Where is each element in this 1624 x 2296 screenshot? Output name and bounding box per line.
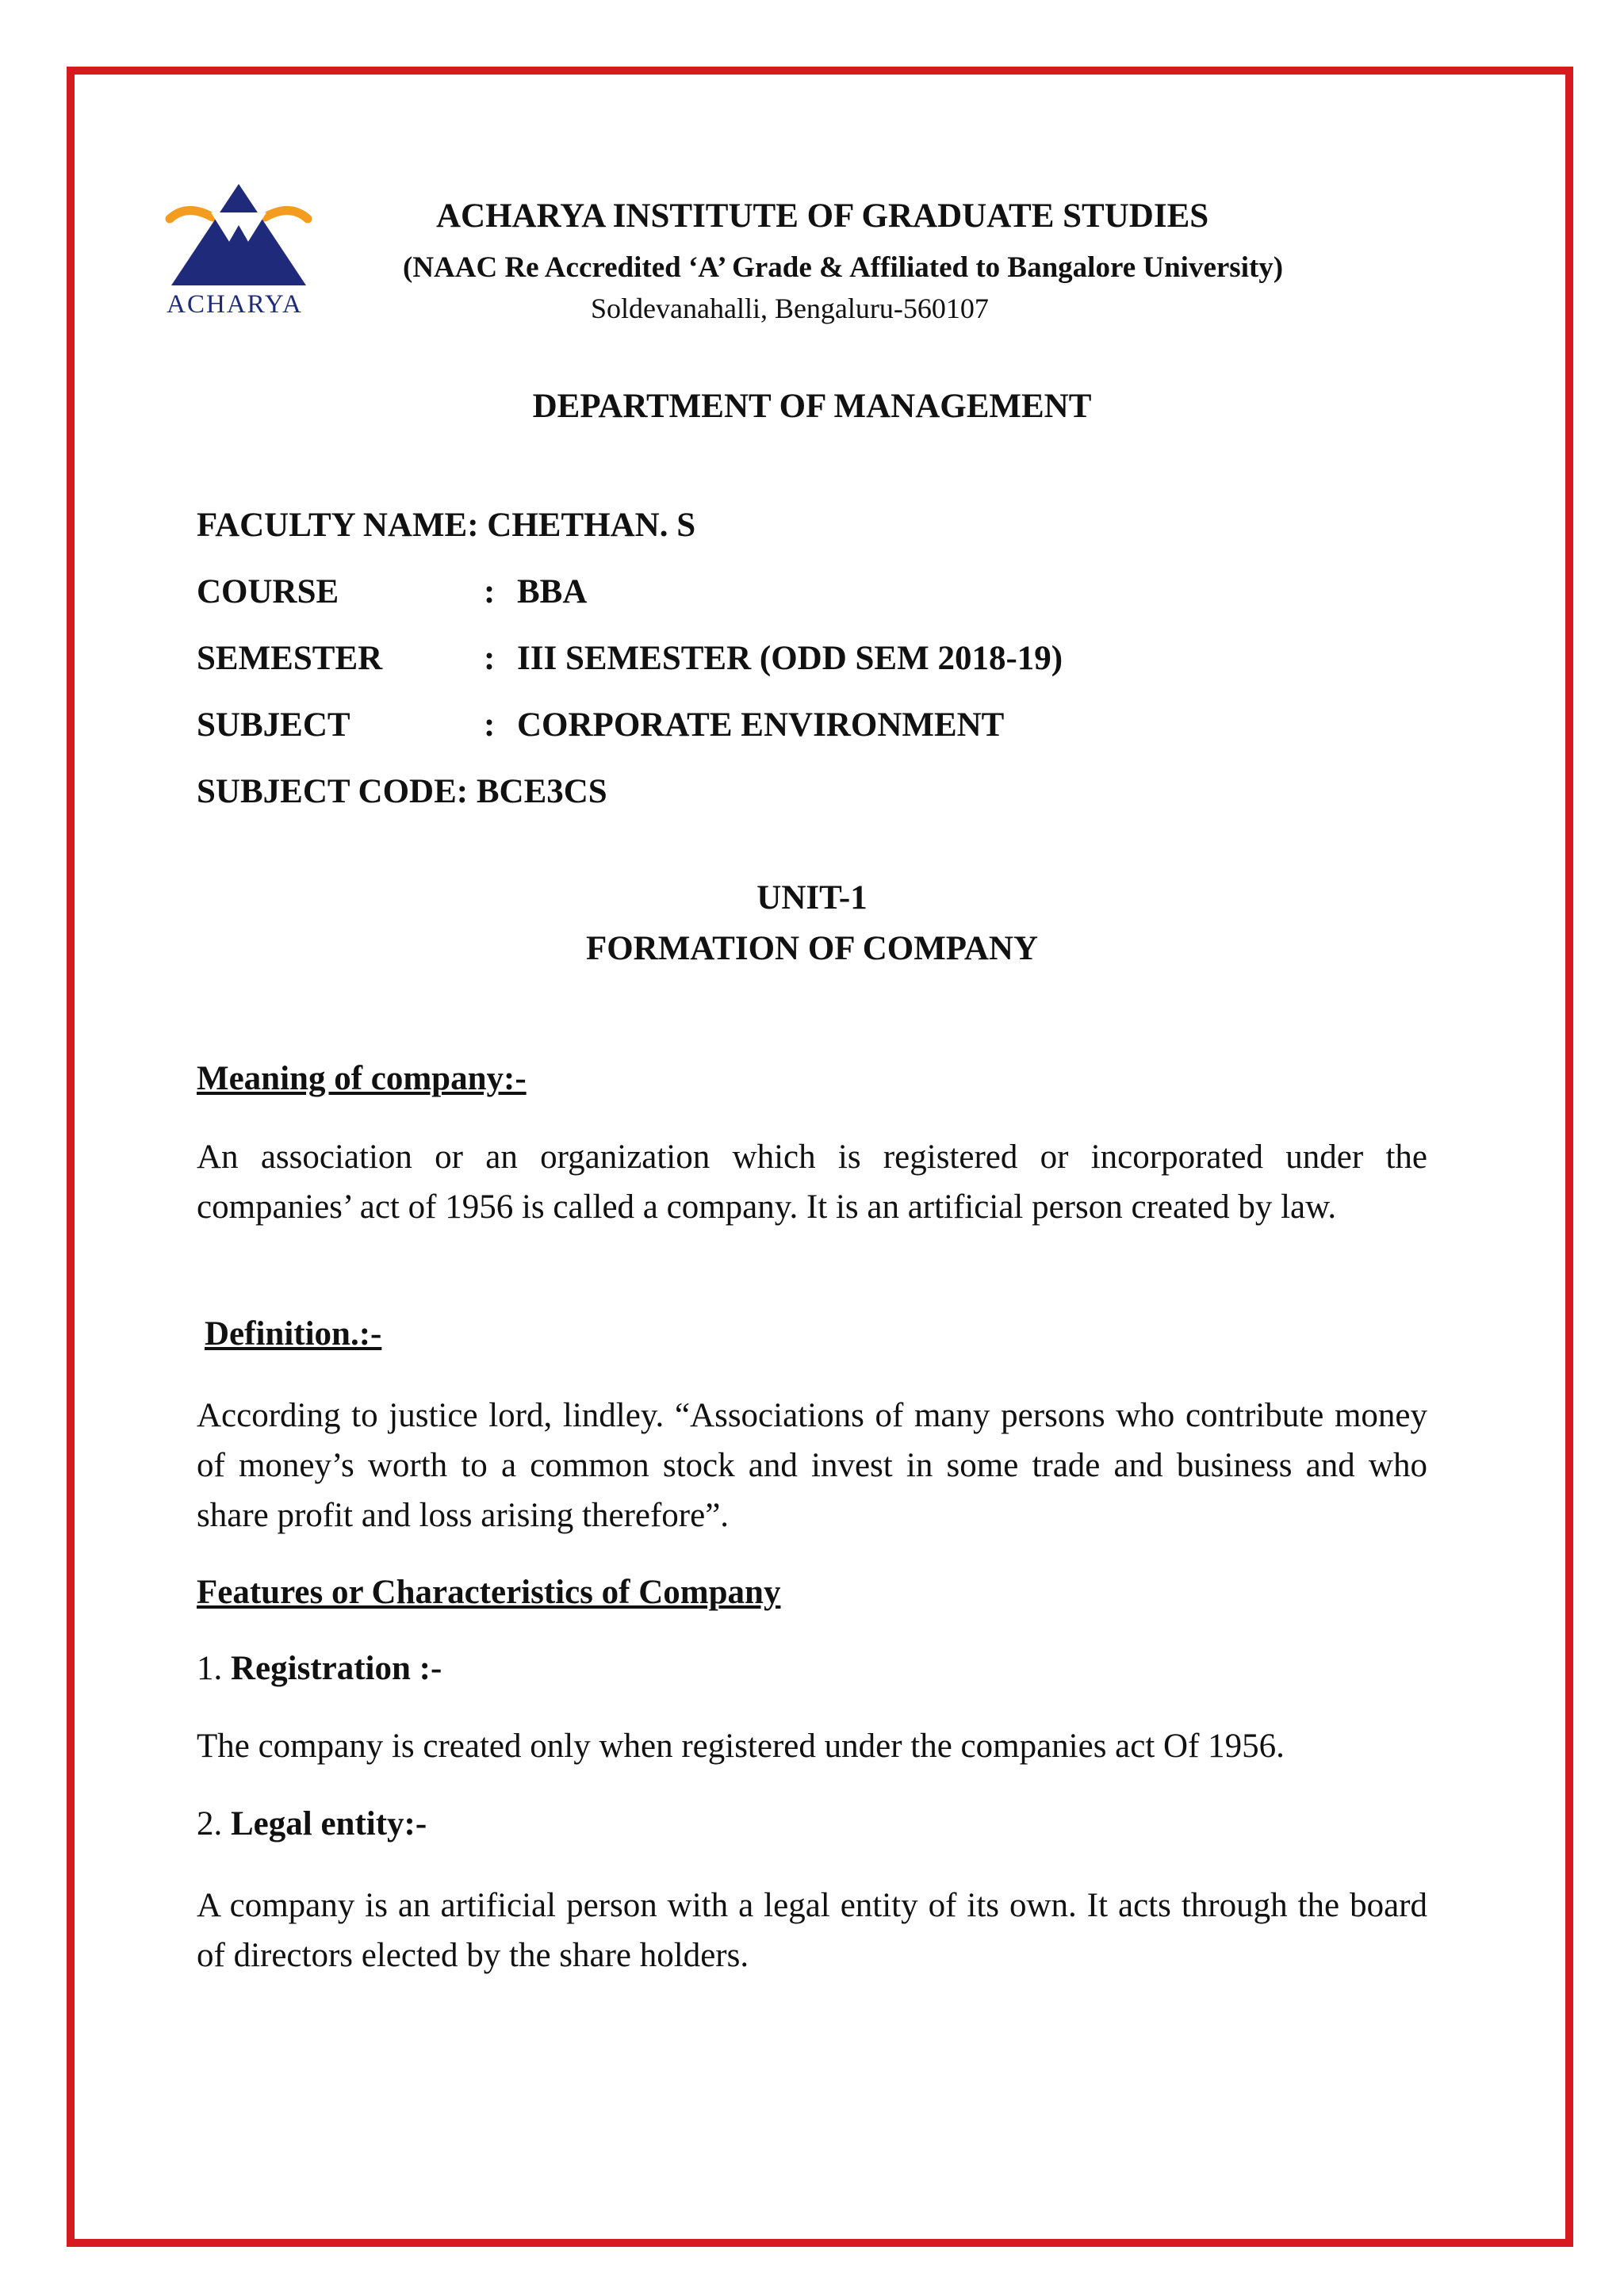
semester-colon: : (484, 640, 496, 677)
semester-value: III SEMESTER (ODD SEM 2018-19) (517, 640, 1063, 677)
meaning-heading: Meaning of company:- (197, 1060, 527, 1097)
institute-name: ACHARYA INSTITUTE OF GRADUATE STUDIES (436, 197, 1209, 235)
feature-1-label: Registration :- (231, 1650, 442, 1687)
feature-2-text: A company is an artificial person with a legal entity of its own. It acts through the board of directors elected by the share holders. (197, 1887, 1427, 1974)
course-colon: : (484, 573, 496, 610)
feature-1-number: 1. (197, 1650, 223, 1687)
unit-number: UNIT-1 (756, 879, 868, 916)
course-value: BBA (517, 573, 588, 610)
features-heading: Features or Characteristics of Company (197, 1574, 781, 1611)
unit-title: FORMATION OF COMPANY (585, 930, 1039, 967)
meaning-text: An association or an organization which is registered or incorporated under the companies’ act of 1956 is called a company. It is an artificial person created by law. (197, 1138, 1427, 1226)
semester-row (197, 639, 1063, 678)
department-title: DEPARTMENT OF MANAGEMENT (532, 388, 1092, 425)
subject-row (197, 706, 1004, 744)
feature-2-label: Legal entity:- (231, 1805, 427, 1843)
definition-heading: Definition.:- (205, 1315, 382, 1353)
subject-code-row: SUBJECT CODE: BCE3CS (197, 773, 607, 810)
definition-text: According to justice lord, lindley. “Associations of many persons who contribute money of money’s worth to a common stock and invest in some trade and business and who share profit and loss arising therefore”. (197, 1397, 1427, 1534)
feature-2-title (197, 1804, 427, 1843)
subject-value: CORPORATE ENVIRONMENT (517, 706, 1005, 744)
feature-1-text: The company is created only when registered under the companies act Of 1956. (197, 1728, 1285, 1765)
logo-arc-right (265, 210, 308, 219)
course-label: COURSE (197, 573, 339, 610)
feature-1-title (197, 1649, 442, 1688)
semester-label: SEMESTER (197, 640, 383, 677)
faculty-row: FACULTY NAME: CHETHAN. S (197, 507, 696, 544)
feature-2-number: 2. (197, 1805, 223, 1843)
logo-text: ACHARYA (167, 290, 303, 319)
subject-colon: : (484, 706, 496, 744)
subject-label: SUBJECT (197, 706, 350, 744)
course-row (197, 572, 587, 611)
institute-address: Soldevanahalli, Bengaluru-560107 (591, 293, 989, 324)
logo-arc-left (170, 210, 213, 219)
institute-accreditation: (NAAC Re Accredited ‘A’ Grade & Affiliated to Bangalore University) (403, 251, 1284, 284)
